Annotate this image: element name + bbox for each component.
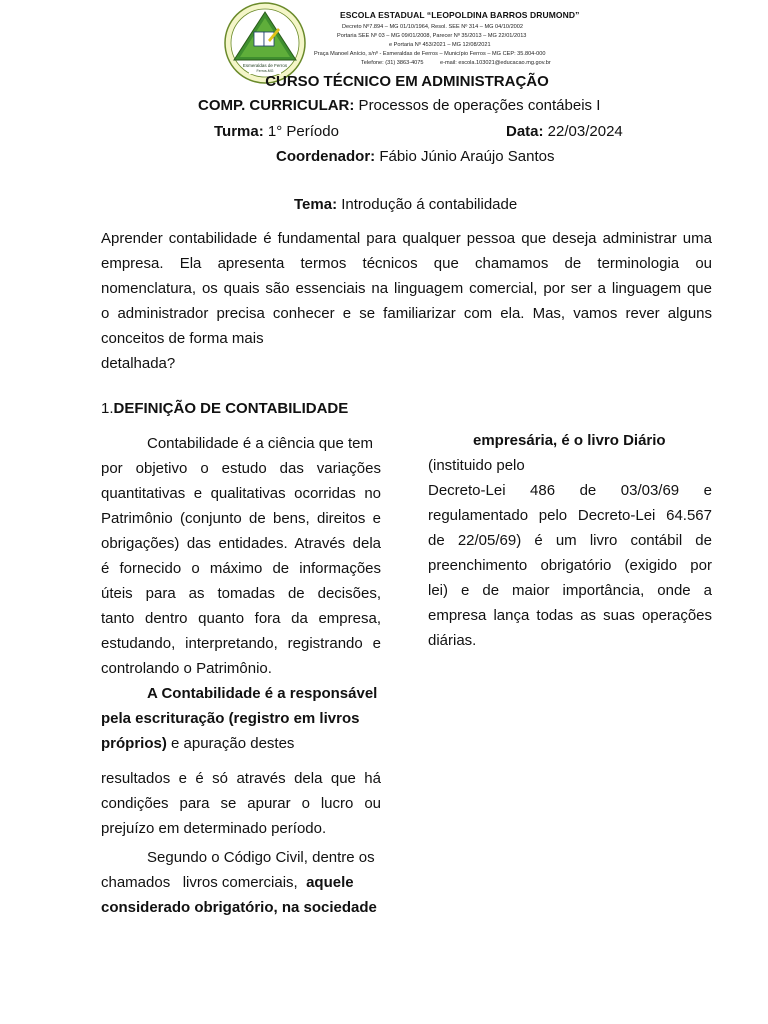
- section-number: 1.: [101, 400, 114, 417]
- left-p2-tail: e apuração destes: [166, 735, 295, 752]
- tema-value: Introdução á contabilidade: [337, 196, 518, 213]
- intro-line: conceitos de forma mais: [101, 330, 264, 347]
- right-line: regulamentado pelo Decreto-Lei 64.567: [428, 507, 712, 524]
- logo-text-bottom: Esmeraldas de Ferros: [242, 63, 288, 68]
- right-line-2: (instituido pelo: [428, 457, 525, 474]
- tema: [294, 196, 517, 213]
- left-line: estudando, interpretando, registrando e: [101, 635, 381, 652]
- left-p4-line-2: [101, 870, 381, 895]
- left-p2-bold-1: A Contabilidade é a responsável: [147, 685, 378, 702]
- comp-label: COMP. CURRICULAR:: [198, 97, 355, 114]
- right-line: preenchimento obrigatório (exigido por: [428, 557, 712, 574]
- intro-line: o administrador precisa conhecer e se familiarizar com ela. Mas, vamos rever alguns: [101, 305, 712, 322]
- left-p2-line-3: [101, 731, 381, 756]
- right-line: empresa lança todas as suas operações: [428, 607, 712, 624]
- left-p2-bold-2: pela escrituração (registro em livros: [101, 710, 360, 727]
- header-line-2: Portaria SEE Nº 03 – MG 09/01/2008, Parecer Nº 35/2013 – MG 22/01/2013: [337, 33, 527, 39]
- coord-label: Coordenador:: [276, 148, 376, 165]
- section-title: DEFINIÇÃO DE CONTABILIDADE: [113, 400, 349, 417]
- data-value: 22/03/2024: [543, 123, 623, 140]
- intro-line: nomenclatura, os quais são essenciais na linguagem comercial, por ser a linguagem que: [101, 280, 712, 297]
- intro-paragraph: [101, 226, 712, 376]
- left-p2-bold-3: próprios): [101, 735, 167, 752]
- data-label: Data:: [506, 123, 544, 140]
- intro-line: detalhada?: [101, 355, 176, 372]
- header-line-3: e Portaria Nº 453/2021 – MG 12/08/2021: [389, 42, 491, 48]
- header-line-4: Praça Manoel Anício, s/nº - Esmeraldas de Ferros – Município Ferros – MG CEP: 35.804-000: [314, 51, 546, 57]
- right-line: lei) e de maior importância, onde a: [428, 582, 712, 599]
- left-line: por objetivo o estudo das variações: [101, 460, 381, 477]
- right-column: [428, 428, 712, 653]
- header-line-1: Decreto Nº7.894 – MG 01/10/1964, Resol. SEE Nº 314 – MG 04/10/2002: [342, 24, 524, 30]
- left-p4-first: Segundo o Código Civil, dentre os: [147, 849, 375, 866]
- left-line: resultados e é só através dela que há: [101, 770, 381, 787]
- intro-line: Aprender contabilidade é fundamental para qualquer pessoa que deseja administrar uma: [101, 230, 712, 247]
- left-line: tanto dentro quanto fora da empresa,: [101, 610, 381, 627]
- header-phone: Telefone: (31) 3863-4075: [361, 60, 424, 66]
- intro-line: empresa. Ela apresenta termos técnicos que chamamos de terminologia ou: [101, 255, 712, 272]
- turma-value: 1° Período: [263, 123, 339, 140]
- left-line: úteis para as tomadas de decisões,: [101, 585, 381, 602]
- comp-value: Processos de operações contábeis I: [354, 97, 601, 114]
- left-line: controlando o Patrimônio.: [101, 660, 272, 677]
- header-email: e-mail: escola.103021@educacao.mg.gov.br: [440, 60, 551, 66]
- school-seal-logo: [224, 2, 306, 84]
- left-p4-text: chamados livros comerciais,: [101, 874, 298, 891]
- left-line: Patrimônio (conjunto de bens, direitos e: [101, 510, 381, 527]
- turma: [214, 123, 339, 140]
- comp-curricular: [198, 97, 600, 114]
- section-1-heading: [101, 400, 348, 417]
- data: [506, 123, 623, 140]
- left-column: [101, 431, 381, 920]
- right-line-1: empresária, é o livro Diário: [473, 432, 666, 449]
- course-title: CURSO TÉCNICO EM ADMINISTRAÇÃO: [265, 73, 549, 90]
- left-line: quantitativas e qualitativas ocorridas no: [101, 485, 381, 502]
- right-line: diárias.: [428, 632, 477, 649]
- coord-value: Fábio Júnio Araújo Santos: [375, 148, 555, 165]
- turma-label: Turma:: [214, 123, 264, 140]
- left-p4-bold: aquele: [306, 874, 354, 891]
- left-line: prejuízo em determinado período.: [101, 820, 327, 837]
- tema-label: Tema:: [294, 196, 338, 213]
- coordenador: [276, 148, 554, 165]
- school-name: ESCOLA ESTADUAL “LEOPOLDINA BARROS DRUMOND”: [340, 10, 580, 20]
- right-line: Decreto-Lei 486 de 03/03/69 e: [428, 482, 712, 499]
- left-line: obrigações) das entidades. Através dela: [101, 535, 381, 552]
- left-line: condições para se apurar o lucro ou: [101, 795, 381, 812]
- left-p4-line-3: considerado obrigatório, na sociedade: [101, 899, 377, 916]
- left-p1-first: Contabilidade é a ciência que tem: [147, 435, 373, 452]
- right-line: de 22/05/69) é um livro contábil de: [428, 532, 712, 549]
- logo-text-sub: Ferros-MG: [256, 69, 274, 73]
- left-line: é fornecido o máximo de informações: [101, 560, 381, 577]
